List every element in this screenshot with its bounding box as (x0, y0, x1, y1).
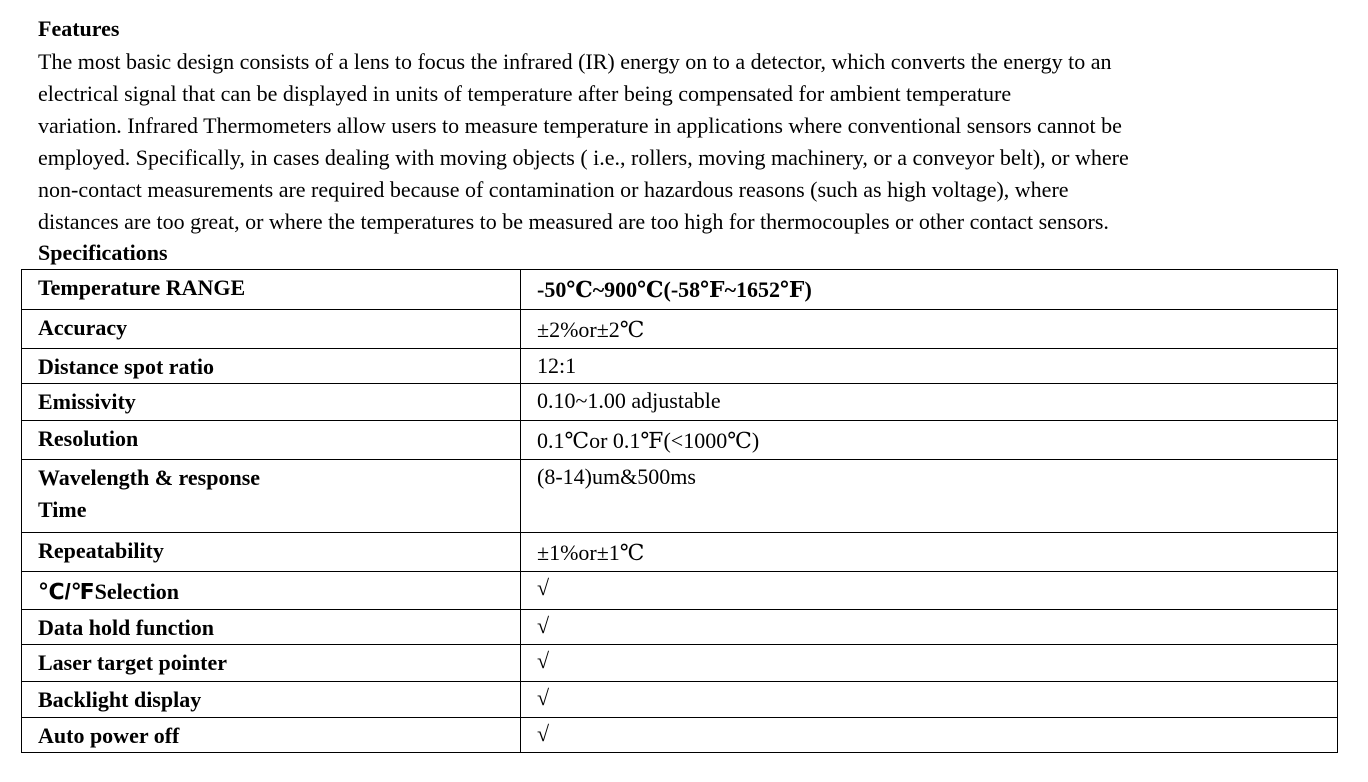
checkmark-value: √ (521, 610, 1338, 645)
features-line: distances are too great, or where the temperatures to be measured are too high for thermocouples or other contact sensors. (38, 209, 1109, 234)
spec-label: Temperature RANGE (22, 270, 521, 310)
checkmark-value: √ (521, 682, 1338, 718)
checkmark-value: √ (521, 645, 1338, 682)
features-heading: Features (38, 16, 120, 41)
spec-value: 12:1 (521, 349, 1338, 384)
spec-value: -50℃~900℃(-58℉~1652℉) (521, 270, 1338, 310)
table-row (22, 270, 1338, 310)
spec-label: Accuracy (22, 310, 521, 349)
spec-value: ±2%or±2℃ (521, 310, 1338, 349)
spec-value: (8-14)um&500ms (521, 460, 1338, 533)
checkmark-value: √ (521, 718, 1338, 753)
spec-value: ±1%or±1℃ (521, 533, 1338, 572)
spec-label: Emissivity (22, 384, 521, 421)
features-line: The most basic design consists of a lens to focus the infrared (IR) energy on to a detector, which converts the energy to an (38, 49, 1112, 74)
specifications-heading: Specifications (38, 240, 168, 265)
table-row (22, 310, 1338, 349)
table-row (22, 682, 1338, 718)
table-row (22, 460, 1338, 533)
table-row (22, 384, 1338, 421)
table-row (22, 533, 1338, 572)
features-line: employed. Specifically, in cases dealing with moving objects ( i.e., rollers, moving machinery, or a conveyor belt), or where (38, 145, 1129, 170)
specifications-table (21, 269, 1338, 753)
table-row (22, 718, 1338, 753)
features-line: non-contact measurements are required because of contamination or hazardous reasons (such as high voltage), where (38, 177, 1069, 202)
table-row (22, 610, 1338, 645)
features-line: electrical signal that can be displayed in units of temperature after being compensated for ambient temperature (38, 81, 1012, 106)
table-row (22, 572, 1338, 610)
features-line: variation. Infrared Thermometers allow users to measure temperature in applications where conventional sensors cannot be (38, 113, 1122, 138)
spec-label: Data hold function (22, 610, 521, 645)
spec-label-line: Wavelength & response (38, 465, 261, 490)
spec-label: Laser target pointer (22, 645, 521, 682)
spec-label-text: Selection (94, 579, 179, 604)
spec-label: Resolution (22, 421, 521, 460)
spec-label (22, 460, 521, 533)
spec-value: 0.1℃or 0.1℉(<1000℃) (521, 421, 1338, 460)
spec-value: 0.10~1.00 adjustable (521, 384, 1338, 421)
spec-label: Repeatability (22, 533, 521, 572)
spec-label (22, 572, 521, 610)
spec-label: Distance spot ratio (22, 349, 521, 384)
unit-symbol-label: ℃/℉ (38, 579, 95, 604)
spec-label-line: Time (38, 497, 87, 522)
table-row (22, 349, 1338, 384)
table-row (22, 645, 1338, 682)
features-paragraph (38, 46, 1338, 238)
table-row (22, 421, 1338, 460)
spec-label: Auto power off (22, 718, 521, 753)
checkmark-value: √ (521, 572, 1338, 610)
spec-label: Backlight display (22, 682, 521, 718)
